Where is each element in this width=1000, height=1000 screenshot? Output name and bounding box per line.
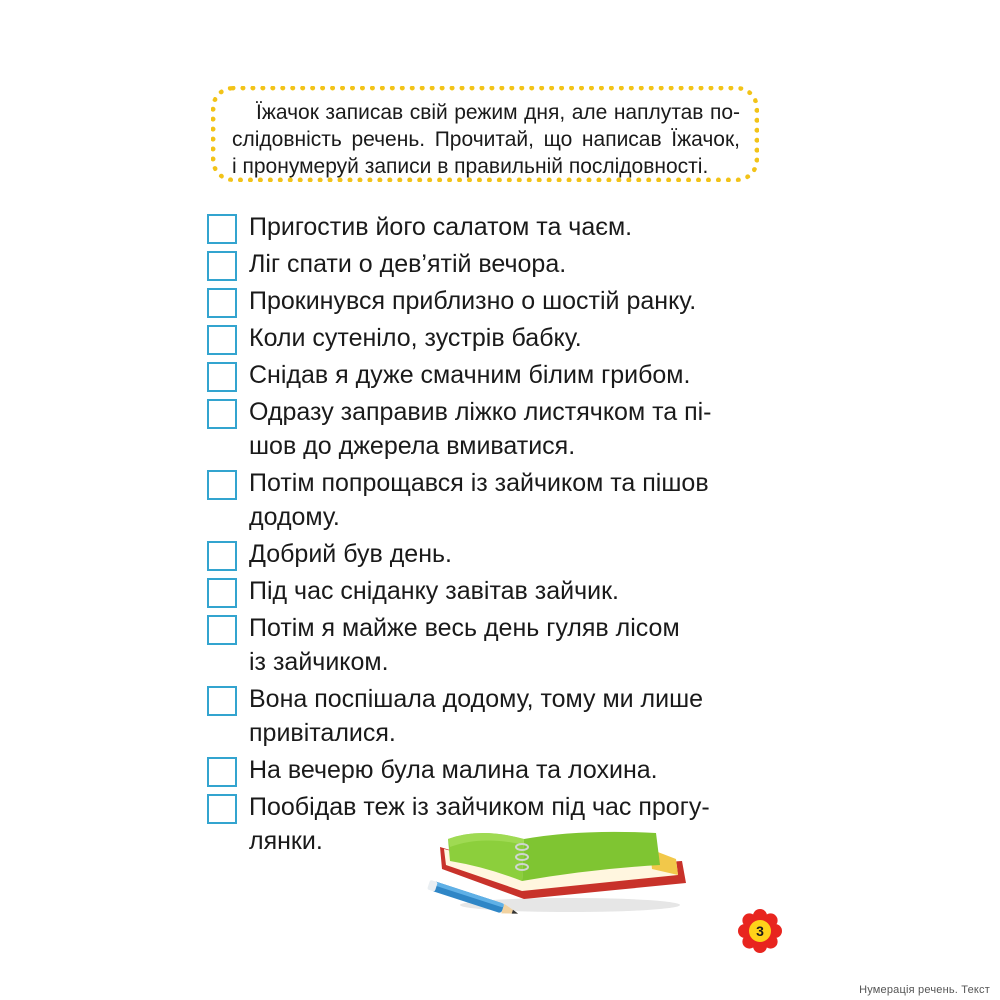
answer-box[interactable] — [207, 757, 237, 787]
list-item — [207, 682, 767, 750]
list-item-line: додому. — [249, 503, 340, 531]
list-item-text — [249, 358, 690, 392]
answer-box[interactable] — [207, 794, 237, 824]
list-item-line: Снідав я дуже смачним білим грибом. — [249, 361, 691, 389]
list-item-text — [249, 537, 452, 571]
instruction-text — [232, 99, 740, 180]
list-item — [207, 284, 767, 318]
list-item-line: Одразу заправив ліжко листячком та пі- — [249, 398, 712, 426]
list-item — [207, 611, 767, 679]
list-item — [207, 395, 767, 463]
list-item-line: із зайчиком. — [249, 648, 389, 676]
instruction-box — [211, 86, 759, 182]
answer-box[interactable] — [207, 288, 237, 318]
list-item-line: Пригостив його салатом та чаєм. — [249, 213, 633, 241]
list-item-text — [249, 753, 658, 787]
task-list — [207, 210, 767, 861]
list-item-line: Вона поспішала додому, тому ми лише — [249, 685, 704, 713]
answer-box[interactable] — [207, 399, 237, 429]
answer-box[interactable] — [207, 578, 237, 608]
list-item-line: Пообідав теж із зайчиком під час прогу- — [249, 793, 710, 821]
list-item-text — [249, 321, 582, 355]
list-item-line: На вечерю була малина та лохина. — [249, 756, 658, 784]
list-item — [207, 247, 767, 281]
list-item-text — [249, 395, 712, 463]
list-item-line: Ліг спати о дев’ятій вечора. — [249, 250, 567, 278]
answer-box[interactable] — [207, 325, 237, 355]
list-item-text — [249, 611, 680, 679]
answer-box[interactable] — [207, 362, 237, 392]
list-item-line: Прокинувся приблизно о шостій ранку. — [249, 287, 697, 315]
footer-text: Нумерація речень. Текст — [859, 984, 990, 996]
list-item — [207, 358, 767, 392]
list-item-text — [249, 284, 696, 318]
notebook-with-pencil-icon — [420, 825, 690, 915]
instruction-line: слідовність речень. Прочитай, що написав Їжачок, — [232, 128, 740, 151]
list-item-text — [249, 466, 709, 534]
list-item-line: Під час сніданку завітав зайчик. — [249, 577, 619, 605]
list-item-line: Потім попрощався із зайчиком та пішов — [249, 469, 709, 497]
page-badge — [737, 908, 783, 954]
list-item-line: Добрий був день. — [249, 540, 452, 568]
instruction-line: і пронумеруй записи в правильній послідовності. — [232, 155, 709, 178]
list-item-line: шов до джерела вмиватися. — [249, 432, 576, 460]
instruction-line: Їжачок записав свій режим дня, але наплутав по- — [256, 101, 740, 124]
answer-box[interactable] — [207, 615, 237, 645]
list-item-text — [249, 682, 703, 750]
list-item-line: привіталися. — [249, 719, 396, 747]
list-item-text — [249, 574, 619, 608]
list-item-line: лянки. — [249, 827, 323, 855]
list-item — [207, 574, 767, 608]
list-item-text — [249, 210, 632, 244]
list-item — [207, 210, 767, 244]
page-number: 3 — [756, 923, 764, 939]
list-item — [207, 321, 767, 355]
list-item-line: Потім я майже весь день гуляв лісом — [249, 614, 680, 642]
answer-box[interactable] — [207, 541, 237, 571]
answer-box[interactable] — [207, 470, 237, 500]
answer-box[interactable] — [207, 251, 237, 281]
answer-box[interactable] — [207, 214, 237, 244]
list-item-line: Коли сутеніло, зустрів бабку. — [249, 324, 582, 352]
list-item — [207, 753, 767, 787]
list-item-text — [249, 247, 566, 281]
answer-box[interactable] — [207, 686, 237, 716]
list-item — [207, 466, 767, 534]
list-item — [207, 537, 767, 571]
